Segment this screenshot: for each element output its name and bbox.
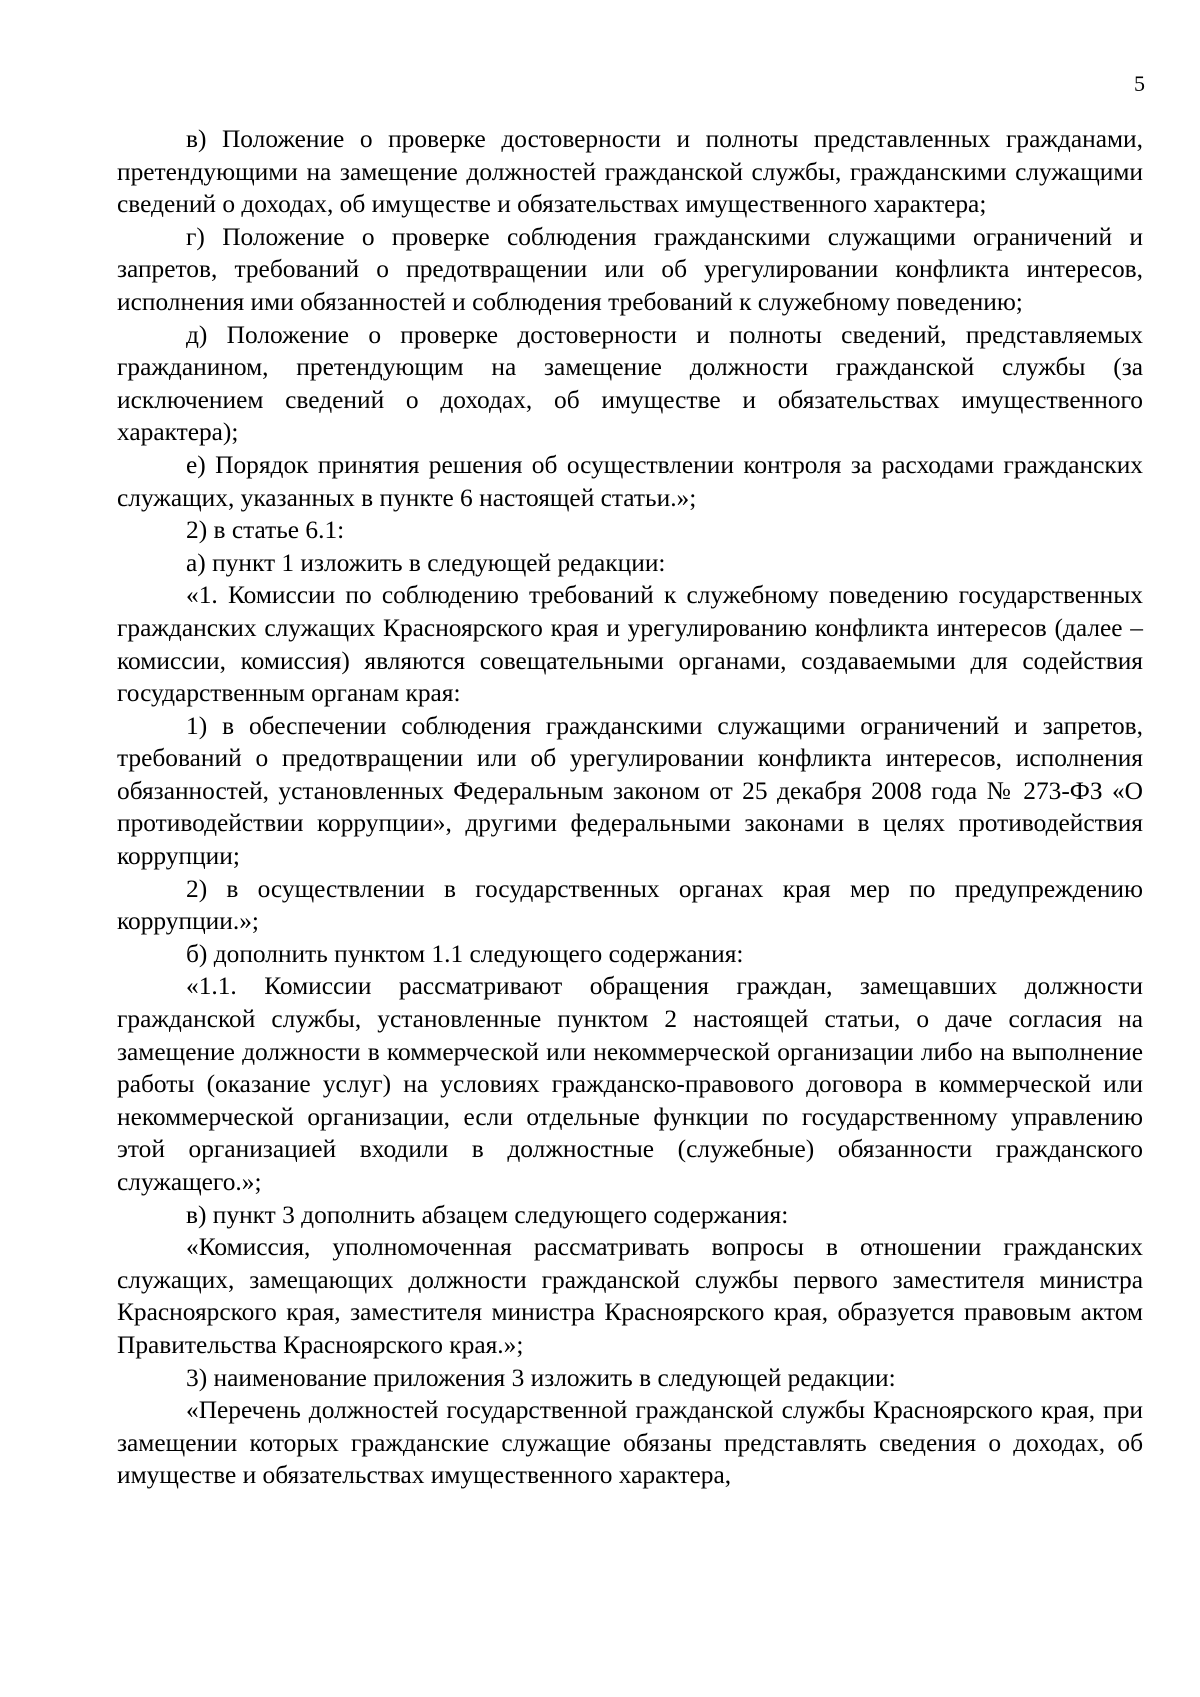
paragraph-item-2: 2) в статье 6.1: [186, 516, 345, 545]
paragraph-v: в) Положение о проверке достоверности и полноты представленных гражданами, претендующими на замещение должностей гражданской службы, гражданскими служащими сведений о доходах, об имуществе и обязательствах имущественного характера; [117, 125, 1143, 219]
paragraph-b: б) дополнить пунктом 1.1 следующего содержания: [186, 939, 744, 968]
paragraph-point-1: «1. Комиссии по соблюдению требований к служебному поведению государственных гражданских служащих Красноярского края и урегулированию конфликта интересов (далее – комиссии, комиссия) являются совещательными органами, создаваемыми для содействия государственным органам края: [117, 581, 1143, 708]
paragraph-v-2: в) пункт 3 дополнить абзацем следующего содержания: [186, 1200, 789, 1229]
paragraph-subpoint-1: 1) в обеспечении соблюдения гражданскими служащими ограничений и запретов, требований о предотвращении или об урегулировании конфликта интересов, исполнения обязанностей, установленных Федеральным законом от 25 декабря 2008 года № 273-ФЗ «О противодействии коррупции», другими федеральными законами в целях противодействия коррупции; [117, 711, 1143, 871]
paragraph-e: е) Порядок принятия решения об осуществлении контроля за расходами гражданских служащих, указанных в пункте 6 настоящей статьи.»; [117, 450, 1143, 512]
paragraph-subpoint-2: 2) в осуществлении в государственных органах края мер по предупреждению коррупции.»; [117, 874, 1143, 936]
paragraph-point-1-1: «1.1. Комиссии рассматривают обращения граждан, замещавших должности гражданской службы, установленные пунктом 2 настоящей статьи, о даче согласия на замещение должности в коммерческой или некоммерческой организации либо на выполнение работы (оказание услуг) на условиях гражданско-правового договора в коммерческой или некоммерческой организации, если отдельные функции по государственному управлению этой организацией входили в должностные (служебные) обязанности гражданского служащего.»; [117, 972, 1143, 1196]
paragraph-commission: «Комиссия, уполномоченная рассматривать вопросы в отношении гражданских служащих, замещающих должности гражданской службы первого заместителя министра Красноярского края, заместителя министра Красноярского края, образуется правовым актом Правительства Красноярского края.»; [117, 1233, 1143, 1359]
paragraph-item-3: 3) наименование приложения 3 изложить в следующей редакции: [186, 1363, 896, 1392]
paragraph-list-title: «Перечень должностей государственной гражданской службы Красноярского края, при замещении которых гражданские служащие обязаны представлять сведения о доходах, об имуществе и обязательствах имущественного характера, [117, 1396, 1143, 1490]
paragraph-g: г) Положение о проверке соблюдения гражданскими служащими ограничений и запретов, требований о предотвращении или об урегулировании конфликта интересов, исполнения ими обязанностей и соблюдения требований к служебному поведению; [117, 222, 1143, 316]
paragraph-a: а) пункт 1 изложить в следующей редакции: [186, 548, 666, 577]
document-body [117, 123, 1143, 1492]
paragraph-d: д) Положение о проверке достоверности и полноты сведений, представляемых гражданином, претендующим на замещение должности гражданской службы (за исключением сведений о доходах, об имуществе и обязательствах имущественного характера); [117, 320, 1143, 447]
page-number: 5 [1134, 71, 1145, 96]
